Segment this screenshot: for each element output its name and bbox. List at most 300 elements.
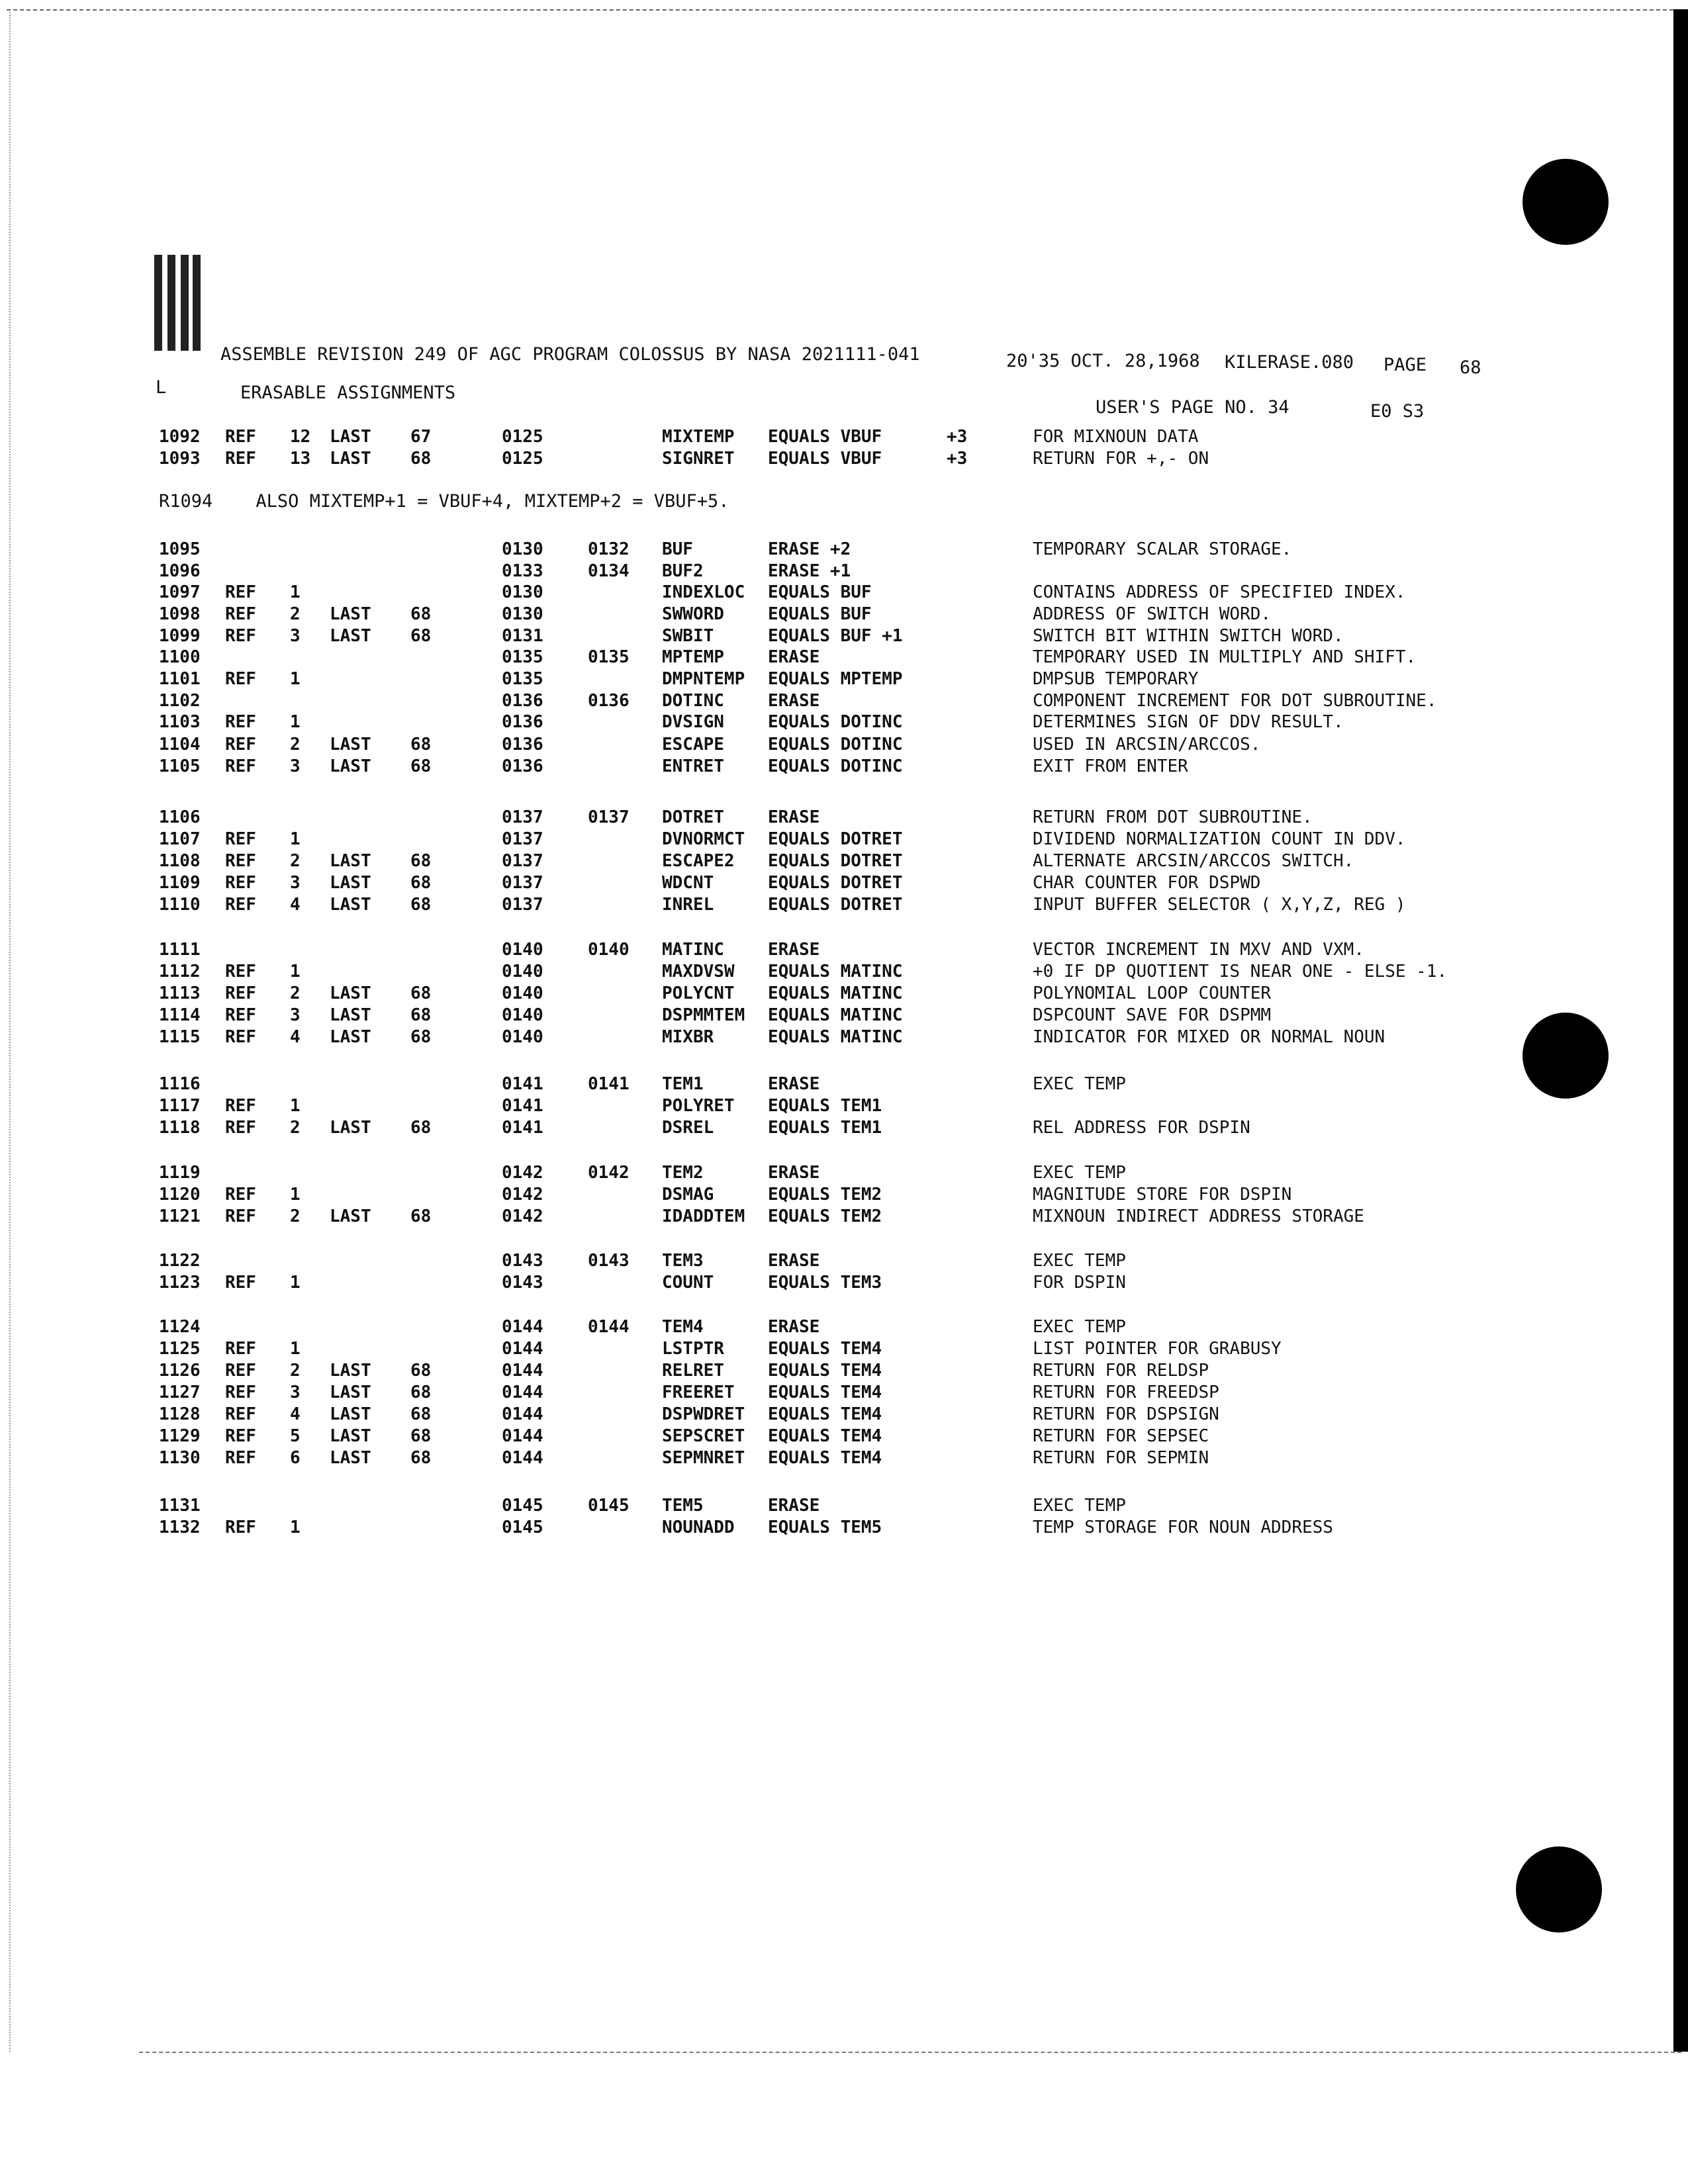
cell-comment: RETURN FOR DSPSIGN [1033,1404,1219,1424]
cell-lastpage: 68 [410,626,432,646]
cell-op: EQUALS TEM5 [768,1518,882,1537]
cell-comment: EXEC TEMP [1033,1317,1126,1337]
cell-loc: 0144 [502,1383,543,1402]
cell-line: 1107 [159,829,201,849]
cell-loc: 0136 [502,712,543,732]
table-row [0,1096,1673,1118]
cell-op: EQUALS TEM4 [768,1383,882,1402]
cell-loc: 0142 [502,1185,543,1205]
cell-ref: REF [225,983,256,1003]
cell-last: LAST [330,1448,371,1468]
cell-loc: 0144 [502,1339,543,1359]
cell-ref: REF [225,756,256,776]
cell-op: ERASE [768,1317,820,1337]
cell-lastpage: 68 [410,756,432,776]
cell-loc: 0136 [502,735,543,754]
cell-last: LAST [330,851,371,871]
cell-ref: REF [225,1426,256,1446]
section-marker: L [156,377,167,398]
cell-label: SWWORD [662,604,724,624]
cell-ref: REF [225,1448,256,1468]
also-text: ALSO MIXTEMP+1 = VBUF+4, MIXTEMP+2 = VBUF+5. [256,491,729,512]
cell-loc: 0125 [502,427,543,447]
cell-comment: SWITCH BIT WITHIN SWITCH WORD. [1033,626,1344,646]
cell-comment: RETURN FOR FREEDSP [1033,1383,1219,1402]
cell-loc: 0144 [502,1448,543,1468]
table-row [0,647,1673,670]
cell-op: ERASE [768,807,820,827]
cell-comment: RETURN FROM DOT SUBROUTINE. [1033,807,1313,827]
cell-label: RELRET [662,1361,724,1381]
cell-refcount: 1 [290,582,301,602]
cell-label: SWBIT [662,626,714,646]
timestamp: 20'35 OCT. 28,1968 [1006,351,1200,371]
cell-op: EQUALS TEM4 [768,1426,882,1446]
cell-comment: TEMP STORAGE FOR NOUN ADDRESS [1033,1518,1333,1537]
table-row [0,1027,1673,1050]
cell-op: EQUALS BUF [768,604,872,624]
cell-op: EQUALS TEM4 [768,1339,882,1359]
cell-refcount: 2 [290,604,301,624]
cell-comment: EXEC TEMP [1033,1074,1126,1094]
cell-lastpage: 67 [410,427,432,447]
cell-line: 1098 [159,604,201,624]
cell-label: INREL [662,895,714,915]
table-row [0,962,1673,984]
table-row [0,1005,1673,1028]
cell-loc2: 0140 [588,940,630,960]
table-row [0,582,1673,605]
cell-refcount: 13 [290,449,311,469]
cell-comment: DMPSUB TEMPORARY [1033,669,1199,689]
table-row [0,1518,1673,1540]
cell-refcount: 1 [290,829,301,849]
page-number: 68 [1460,357,1481,378]
cell-loc: 0144 [502,1317,543,1337]
cell-comment: VECTOR INCREMENT IN MXV AND VXM. [1033,940,1364,960]
table-row [0,756,1673,779]
cell-label: IDADDTEM [662,1206,745,1226]
cell-loc: 0141 [502,1096,543,1116]
cell-comment: DETERMINES SIGN OF DDV RESULT. [1033,712,1344,732]
cell-refcount: 3 [290,1383,301,1402]
cell-op: EQUALS TEM4 [768,1361,882,1381]
cell-lastpage: 68 [410,983,432,1003]
cell-refcount: 1 [290,1185,301,1205]
cell-loc: 0143 [502,1251,543,1271]
cell-line: 1132 [159,1518,201,1537]
cell-ref: REF [225,895,256,915]
cell-label: POLYRET [662,1096,735,1116]
cell-label: DVNORMCT [662,829,745,849]
cell-op: ERASE [768,940,820,960]
cell-line: 1120 [159,1185,201,1205]
table-row [0,1361,1673,1383]
cell-label: SEPSCRET [662,1426,745,1446]
listing-name: KILERASE.080 [1225,352,1354,373]
cell-lastpage: 68 [410,873,432,893]
cell-op: EQUALS MPTEMP [768,669,903,689]
cell-comment: CHAR COUNTER FOR DSPWD [1033,873,1261,893]
cell-label: DSPWDRET [662,1404,745,1424]
cell-op: EQUALS VBUF [768,427,882,447]
cell-comment: MAGNITUDE STORE FOR DSPIN [1033,1185,1292,1205]
cell-op: EQUALS MATINC [768,962,903,981]
cell-last: LAST [330,1118,371,1138]
cell-comment: RETURN FOR +,- ON [1033,449,1209,469]
cell-line: 1106 [159,807,201,827]
cell-refcount: 2 [290,1361,301,1381]
cell-op: ERASE [768,1163,820,1183]
cell-line: 1125 [159,1339,201,1359]
cell-last: LAST [330,626,371,646]
table-row [0,712,1673,735]
cell-loc2: 0144 [588,1317,630,1337]
cell-line: 1127 [159,1383,201,1402]
sheet-code: E0 S3 [1370,401,1425,422]
cell-comment: TEMPORARY USED IN MULTIPLY AND SHIFT. [1033,647,1417,667]
cell-op: EQUALS TEM3 [768,1273,882,1293]
cell-line: 1112 [159,962,201,981]
cell-comment: RETURN FOR SEPSEC [1033,1426,1209,1446]
cell-label: POLYCNT [662,983,735,1003]
cell-op: EQUALS TEM1 [768,1096,882,1116]
cell-label: INDEXLOC [662,582,745,602]
table-row [0,1383,1673,1405]
cell-label: DVSIGN [662,712,724,732]
cell-line: 1104 [159,735,201,754]
cell-op: EQUALS TEM4 [768,1404,882,1424]
cell-last: LAST [330,1426,371,1446]
cell-ref: REF [225,712,256,732]
table-row [0,1074,1673,1097]
table-row [0,1163,1673,1185]
table-row [0,1273,1673,1295]
cell-loc2: 0136 [588,691,630,711]
cell-loc2: 0135 [588,647,630,667]
cell-refcount: 4 [290,1027,301,1047]
cell-line: 1118 [159,1118,201,1138]
table-row [0,807,1673,830]
cell-comment: EXIT FROM ENTER [1033,756,1188,776]
cell-lastpage: 68 [410,735,432,754]
cell-loc: 0140 [502,962,543,981]
cell-last: LAST [330,895,371,915]
cell-loc2: 0145 [588,1496,630,1516]
user-page-number: USER'S PAGE NO. 34 [1096,397,1289,418]
table-row [0,1426,1673,1449]
cell-comment: REL ADDRESS FOR DSPIN [1033,1118,1250,1138]
tear-line-top [7,9,1673,11]
cell-op: EQUALS DOTINC [768,735,903,754]
cell-op: ERASE [768,1074,820,1094]
cell-line: 1099 [159,626,201,646]
page-label: PAGE [1383,355,1427,375]
cell-loc: 0137 [502,807,543,827]
cell-line: 1103 [159,712,201,732]
cell-line: 1102 [159,691,201,711]
cell-last: LAST [330,1383,371,1402]
cell-ref: REF [225,1361,256,1381]
cell-op: EQUALS DOTRET [768,851,903,871]
cell-comment: EXEC TEMP [1033,1163,1126,1183]
cell-line: 1114 [159,1005,201,1025]
cell-loc: 0140 [502,940,543,960]
cell-line: 1105 [159,756,201,776]
cell-ref: REF [225,1273,256,1293]
table-row [0,449,1673,471]
cell-comment: RETURN FOR RELDSP [1033,1361,1209,1381]
cell-comment: +0 IF DP QUOTIENT IS NEAR ONE - ELSE -1. [1033,962,1448,981]
cell-lastpage: 68 [410,1005,432,1025]
cell-label: DSMAG [662,1185,714,1205]
table-row [0,829,1673,852]
cell-label: TEM5 [662,1496,704,1516]
cell-ref: REF [225,669,256,689]
cell-label: MAXDVSW [662,962,735,981]
cell-label: TEM1 [662,1074,704,1094]
cell-loc: 0142 [502,1163,543,1183]
table-row [0,539,1673,562]
cell-refcount: 3 [290,873,301,893]
cell-op: ERASE +2 [768,539,851,559]
cell-refcount: 3 [290,626,301,646]
table-row [0,1206,1673,1229]
cell-loc: 0141 [502,1074,543,1094]
cell-lastpage: 68 [410,1118,432,1138]
cell-lastpage: 68 [410,1448,432,1468]
cell-lastpage: 68 [410,1361,432,1381]
table-row [0,626,1673,649]
cell-label: SIGNRET [662,449,735,469]
cell-last: LAST [330,873,371,893]
cell-op: ERASE [768,1251,820,1271]
cell-last: LAST [330,427,371,447]
cell-ref: REF [225,873,256,893]
cell-comment: TEMPORARY SCALAR STORAGE. [1033,539,1292,559]
cell-label: DOTINC [662,691,724,711]
cell-comment: CONTAINS ADDRESS OF SPECIFIED INDEX. [1033,582,1406,602]
cell-refcount: 4 [290,895,301,915]
cell-loc: 0144 [502,1426,543,1446]
cell-loc: 0130 [502,539,543,559]
cell-line: 1131 [159,1496,201,1516]
cell-refcount: 1 [290,712,301,732]
also-note [159,491,729,512]
table-row [0,691,1673,713]
cell-label: ESCAPE [662,735,724,754]
cell-last: LAST [330,1005,371,1025]
cell-ref: REF [225,1383,256,1402]
cell-label: LSTPTR [662,1339,724,1359]
cell-refcount: 5 [290,1426,301,1446]
cell-refcount: 6 [290,1448,301,1468]
cell-label: WDCNT [662,873,714,893]
cell-lastpage: 68 [410,449,432,469]
cell-last: LAST [330,983,371,1003]
cell-loc2: 0142 [588,1163,630,1183]
cell-lastpage: 68 [410,1206,432,1226]
cell-lastpage: 68 [410,604,432,624]
cell-line: 1117 [159,1096,201,1116]
cell-comment: MIXNOUN INDIRECT ADDRESS STORAGE [1033,1206,1364,1226]
cell-op: EQUALS DOTINC [768,712,903,732]
table-row [0,561,1673,584]
cell-offset: +3 [947,427,968,447]
table-row [0,1185,1673,1207]
cell-label: TEM3 [662,1251,704,1271]
cell-refcount: 1 [290,669,301,689]
cell-label: COUNT [662,1273,714,1293]
cell-lastpage: 68 [410,895,432,915]
cell-label: DSPMMTEM [662,1005,745,1025]
cell-op: EQUALS TEM4 [768,1448,882,1468]
cell-ref: REF [225,427,256,447]
cell-label: SEPMNRET [662,1448,745,1468]
cell-loc: 0145 [502,1496,543,1516]
page-right-edge [1673,9,1688,2052]
cell-lastpage: 68 [410,1383,432,1402]
cell-last: LAST [330,1027,371,1047]
cell-last: LAST [330,1404,371,1424]
cell-comment: COMPONENT INCREMENT FOR DOT SUBROUTINE. [1033,691,1437,711]
cell-last: LAST [330,1361,371,1381]
table-row [0,735,1673,757]
cell-comment: FOR MIXNOUN DATA [1033,427,1199,447]
cell-op: EQUALS TEM2 [768,1185,882,1205]
cell-line: 1123 [159,1273,201,1293]
cell-ref: REF [225,604,256,624]
cell-line: 1129 [159,1426,201,1446]
cell-line: 1093 [159,449,201,469]
cell-op: EQUALS DOTINC [768,756,903,776]
cell-line: 1124 [159,1317,201,1337]
table-row [0,895,1673,917]
punch-hole-top [1523,159,1609,245]
cell-loc2: 0132 [588,539,630,559]
cell-comment: RETURN FOR SEPMIN [1033,1448,1209,1468]
cell-comment: ALTERNATE ARCSIN/ARCCOS SWITCH. [1033,851,1354,871]
cell-op: EQUALS VBUF [768,449,882,469]
cell-lastpage: 68 [410,851,432,871]
cell-loc: 0137 [502,851,543,871]
cell-op: ERASE +1 [768,561,851,581]
cell-ref: REF [225,1206,256,1226]
cell-comment: POLYNOMIAL LOOP COUNTER [1033,983,1272,1003]
cell-last: LAST [330,449,371,469]
cell-op: ERASE [768,691,820,711]
cell-loc: 0135 [502,647,543,667]
table-row [0,1251,1673,1273]
cell-comment: INPUT BUFFER SELECTOR ( X,Y,Z, REG ) [1033,895,1406,915]
cell-refcount: 1 [290,962,301,981]
cell-refcount: 2 [290,983,301,1003]
cell-loc: 0135 [502,669,543,689]
table-row [0,940,1673,962]
cell-ref: REF [225,829,256,849]
cell-lastpage: 68 [410,1426,432,1446]
cell-ref: REF [225,735,256,754]
table-row [0,1448,1673,1471]
cell-ref: REF [225,626,256,646]
table-row [0,604,1673,627]
cell-loc: 0136 [502,756,543,776]
cell-line: 1121 [159,1206,201,1226]
cell-ref: REF [225,1185,256,1205]
cell-ref: REF [225,851,256,871]
cell-line: 1101 [159,669,201,689]
cell-loc: 0136 [502,691,543,711]
cell-line: 1109 [159,873,201,893]
table-row [0,983,1673,1006]
cell-ref: REF [225,962,256,981]
cell-op: EQUALS DOTRET [768,873,903,893]
cell-op: EQUALS BUF +1 [768,626,903,646]
cell-refcount: 1 [290,1339,301,1359]
cell-label: BUF2 [662,561,704,581]
table-row [0,1404,1673,1427]
printer-logo [154,255,202,351]
cell-comment: EXEC TEMP [1033,1496,1126,1516]
cell-label: DMPNTEMP [662,669,745,689]
table-row [0,427,1673,449]
cell-refcount: 3 [290,756,301,776]
cell-refcount: 1 [290,1518,301,1537]
cell-ref: REF [225,449,256,469]
tear-line-bottom [139,2052,1681,2053]
cell-label: ESCAPE2 [662,851,735,871]
cell-line: 1100 [159,647,201,667]
cell-loc: 0130 [502,582,543,602]
cell-comment: LIST POINTER FOR GRABUSY [1033,1339,1282,1359]
cell-loc2: 0134 [588,561,630,581]
cell-loc: 0137 [502,829,543,849]
cell-line: 1111 [159,940,201,960]
cell-refcount: 2 [290,735,301,754]
table-row [0,873,1673,895]
cell-line: 1095 [159,539,201,559]
cell-label: TEM4 [662,1317,704,1337]
cell-label: FREERET [662,1383,735,1402]
cell-label: DSREL [662,1118,714,1138]
cell-comment: INDICATOR FOR MIXED OR NORMAL NOUN [1033,1027,1385,1047]
cell-line: 1113 [159,983,201,1003]
cell-op: EQUALS MATINC [768,983,903,1003]
cell-comment: ADDRESS OF SWITCH WORD. [1033,604,1272,624]
cell-label: TEM2 [662,1163,704,1183]
cell-op: EQUALS DOTRET [768,829,903,849]
cell-refcount: 2 [290,1206,301,1226]
cell-op: EQUALS DOTRET [768,895,903,915]
cell-refcount: 1 [290,1273,301,1293]
cell-label: MIXTEMP [662,427,735,447]
cell-loc: 0137 [502,895,543,915]
cell-line: 1097 [159,582,201,602]
cell-line: 1122 [159,1251,201,1271]
cell-refcount: 2 [290,851,301,871]
cell-loc: 0144 [502,1404,543,1424]
cell-line: 1110 [159,895,201,915]
table-row [0,1339,1673,1361]
table-row [0,1118,1673,1140]
cell-ref: REF [225,582,256,602]
cell-loc: 0142 [502,1206,543,1226]
cell-line: 1116 [159,1074,201,1094]
cell-comment: EXEC TEMP [1033,1251,1126,1271]
cell-loc: 0137 [502,873,543,893]
cell-line: 1108 [159,851,201,871]
cell-loc: 0130 [502,604,543,624]
